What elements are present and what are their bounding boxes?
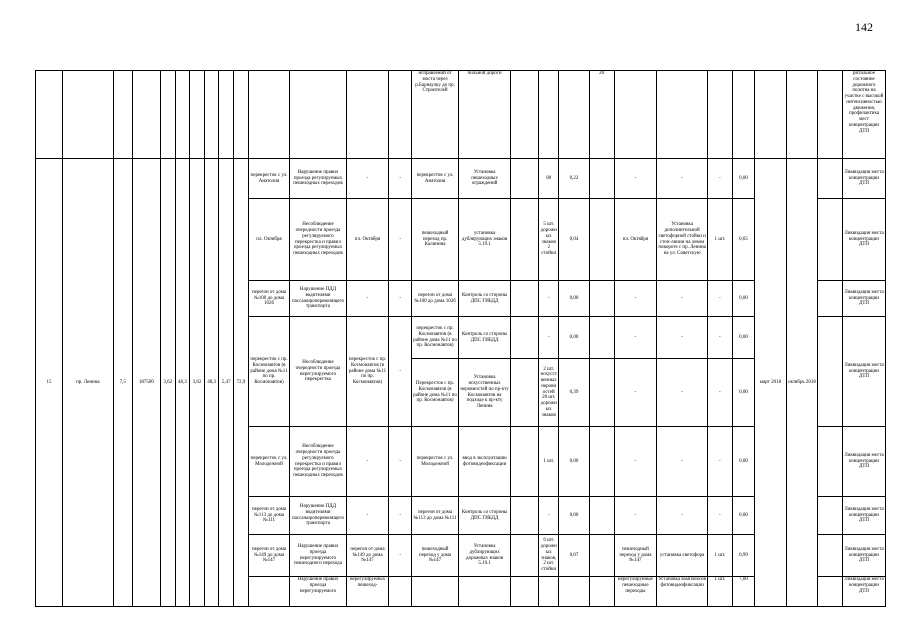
- cell-dash: -: [389, 497, 412, 535]
- cell-qty: 1 шт.: [707, 535, 732, 577]
- cell-measure: [459, 577, 511, 607]
- cell-eff: 0,39: [559, 359, 589, 427]
- cell-result: Ликвидация места концентрации ДТП: [843, 427, 886, 497]
- cell-value: 48,3: [204, 159, 219, 607]
- cell-violation: Несоблюдение очередности проезда нерегулируемого перекрестка: [290, 317, 346, 427]
- cell-measure-place: перекресток с ул. Молодежной: [411, 427, 458, 497]
- cell-eff: 0,65: [732, 199, 755, 281]
- cell-dash: [389, 577, 412, 607]
- cell-length: 7,5: [113, 159, 132, 607]
- cell-location: исправлений от моста через р.Барнаулку до пр. Строителей: [411, 71, 458, 159]
- cell-place: перекресток с пр. Космонавтов (в районе дома №11 по пр. Космонавтов): [346, 317, 389, 427]
- cell-dash: -: [389, 535, 412, 577]
- cell-eff: 0,00: [559, 497, 589, 535]
- cell-place: -: [614, 427, 657, 497]
- cell-qty: -: [707, 497, 732, 535]
- cell-place: -: [614, 281, 657, 317]
- cell-qty: 1 шт.: [707, 577, 732, 607]
- cell-place: перегон от дома №113 до дома №111: [248, 497, 290, 535]
- cell-measure: Контроль со стороны ДПС ГИБДД: [459, 317, 511, 359]
- cell-eff: 0,00: [559, 427, 589, 497]
- cell-value: 3,62: [160, 159, 175, 607]
- cell-eff: 0,00: [732, 159, 755, 199]
- cell-eff: 0,00: [559, 317, 589, 359]
- cell-qty: [539, 577, 559, 607]
- cell-qty: 80: [539, 159, 559, 199]
- cell-start-date: март 2018: [755, 159, 787, 607]
- cell-measure-place: пешеходный переход у дома №147: [411, 535, 458, 577]
- cell-measure: -: [657, 159, 708, 199]
- cell-measure: Установка комплексов фотовидеофиксации: [657, 577, 708, 607]
- cell-eff: 0,22: [559, 159, 589, 199]
- cell-qty: 1 шт.: [539, 427, 559, 497]
- cell-violation: Нарушение правил проезда нерегулируемого: [290, 577, 346, 607]
- cell-text: бильной дороги: [459, 71, 511, 159]
- cell-place: перегон от дома №100 до дома 102б: [248, 281, 290, 317]
- cell-eff: [559, 577, 589, 607]
- cell-qty: 6 шт. дорожных знаков, 2 шт. стойки: [539, 535, 559, 577]
- cell-result: Ликвидация места концентрации ДТП: [843, 317, 886, 427]
- cell-place: нерегулируемые пешеходные переходы: [614, 577, 657, 607]
- cell-place: перекресток с ул. Молодежной: [248, 427, 290, 497]
- cell-measure-place: [411, 577, 458, 607]
- cell-value: 3,62: [190, 159, 205, 607]
- cell-measure: -: [657, 359, 708, 427]
- cell-result: Ликвидация места концентрации ДТП: [843, 199, 886, 281]
- cell-eff: 0,00: [732, 359, 755, 427]
- cell-qty: -: [707, 159, 732, 199]
- cell-measure: установка светофора: [657, 535, 708, 577]
- cell-dash: -: [389, 281, 412, 317]
- cell-measure: Контроль со стороны ДПС ГИБДД: [459, 497, 511, 535]
- cell-place: перегон от дома №149 до дома №147: [346, 535, 389, 577]
- cell-result: Ликвидация места концентрации ДТП: [843, 577, 886, 607]
- cell-violation: Нарушение правил проезда нерегулируемого пешеходного перехода: [290, 535, 346, 577]
- cell-measure: Установка дополнительной светофорной стойки и стоп-линии на левом повороте с пр. Ленина на ул. Советскую: [657, 199, 708, 281]
- cell-measure-place: пешеходный переход пр. Калинина: [411, 199, 458, 281]
- cell-place: нерегулируемых пешеход-: [346, 577, 389, 607]
- cell-qty: 2 шт. искусственных неровностей 20 шт. дорожных знаков: [539, 359, 559, 427]
- cell-value: 72,9: [234, 159, 249, 607]
- cell-measure: -: [657, 427, 708, 497]
- cell-violation: Нарушение ПДД водителями пассажироперевозящего транспорта: [290, 281, 346, 317]
- cell-eff: 0,00: [732, 497, 755, 535]
- cell-measure-place: перекресток с ул. Анатолия: [411, 159, 458, 199]
- cell-value: 48,3: [175, 159, 190, 607]
- cell-eff: 7,00: [732, 577, 755, 607]
- cell-place: -: [614, 317, 657, 359]
- cell-measure-place: Перекресток с пр. Космонавтов (в районе дома №11 по пр. Космонавтов): [411, 359, 458, 427]
- cell-place: [248, 577, 290, 607]
- cell-qty: 1 шт.: [707, 199, 732, 281]
- cell-violation: Нарушение ПДД водителями пассажироперевозящего транспорта: [290, 497, 346, 535]
- cell-eff: 0,00: [732, 317, 755, 359]
- cell-qty: -: [707, 317, 732, 359]
- cell-result: Ликвидация места концентрации ДТП: [843, 159, 886, 199]
- cell-aadt: 187500: [132, 159, 160, 607]
- cell-result: ритальное состояние дорожного полотна на участке с высокой интенсивностью движения, профилактика мест концентрации ДТП: [843, 71, 886, 159]
- cell-place: -: [346, 159, 389, 199]
- table-row: [36, 71, 886, 159]
- cell-violation: Несоблюдение очередности проезда регулируемого перекрестка и правил проезда регулируемых пешеходных переходов: [290, 199, 346, 281]
- cell-dash: -: [389, 317, 412, 427]
- cell-place: -: [346, 497, 389, 535]
- cell-eff: 0,04: [559, 199, 589, 281]
- cell-dash: -: [389, 199, 412, 281]
- cell-value: 5,47: [219, 159, 234, 607]
- cell-place: перекресток с ул. Анатолия: [248, 159, 290, 199]
- cell-qty: -: [539, 281, 559, 317]
- cell-eff: 0,00: [732, 281, 755, 317]
- cell-place: -: [346, 281, 389, 317]
- cell-measure: -: [657, 281, 708, 317]
- cell-result: Ликвидация места концентрации ДТП: [843, 281, 886, 317]
- cell-street: пр. Ленина: [63, 159, 114, 607]
- cell-measure: Установка пешеходных ограждений: [459, 159, 511, 199]
- cell-place: -: [614, 497, 657, 535]
- page-number: 142: [855, 20, 873, 34]
- cell-eff: 0,99: [732, 535, 755, 577]
- cell-result: Ликвидация места концентрации ДТП: [843, 535, 886, 577]
- cell-qty: 5 шт. дорожных знаков 2 стойки: [539, 199, 559, 281]
- cell-number: 20: [589, 71, 614, 159]
- cell-measure: ввод в эксплуатацию фотовидеофиксации: [459, 427, 511, 497]
- cell-measure: установка дублирующих знаков 5.19.1: [459, 199, 511, 281]
- cell-place: пешеходный переход у дома №147: [614, 535, 657, 577]
- cell-measure-place: перекресток с пр. Космонавтов (в районе дома №11 по пр. Космонавтов): [411, 317, 458, 359]
- cell-qty: -: [707, 281, 732, 317]
- cell-result: Ликвидация места концентрации ДТП: [843, 497, 886, 535]
- cell-qty: -: [539, 317, 559, 359]
- cell-end-date: октябрь 2018: [786, 159, 818, 607]
- cell-violation: Нарушение правил проезда регулируемых пешеходных переходов: [290, 159, 346, 199]
- cell-measure: Установка дублирующих дорожных знаков 5.19.1: [459, 535, 511, 577]
- cell-place: перегон от дома №149 до дома №147: [248, 535, 290, 577]
- cell-place: пл. Октября: [248, 199, 290, 281]
- cell-qty: -: [539, 497, 559, 535]
- cell-place: -: [346, 427, 389, 497]
- cell-qty: -: [707, 427, 732, 497]
- cell-dash: -: [389, 427, 412, 497]
- cell-eff: 0,00: [732, 427, 755, 497]
- cell-dash: -: [389, 159, 412, 199]
- cell-place: пл. Октября: [346, 199, 389, 281]
- cell-place: перекресток с пр. Космонавтов (в районе дома №11 по пр. Космонавтов): [248, 317, 290, 427]
- cell-measure-place: перегон от дома №100 до дома 102б: [411, 281, 458, 317]
- cell-violation: Несоблюдение очередности проезда регулируемого перекрестка и правил проезда регулируемых пешеходных переходов: [290, 427, 346, 497]
- data-table: [35, 70, 886, 607]
- cell-measure: Контроль со стороны ДПС ГИБДД: [459, 281, 511, 317]
- cell-no: 15: [36, 159, 63, 607]
- cell-place: -: [614, 159, 657, 199]
- cell-place: -: [614, 359, 657, 427]
- cell-measure: -: [657, 317, 708, 359]
- cell-eff: 0,00: [559, 281, 589, 317]
- cell-place: пл. Октября: [614, 199, 657, 281]
- cell-qty: -: [707, 359, 732, 427]
- table-row: [36, 159, 886, 199]
- cell-measure: Установка искусственных неровностей по пр-кту Космонавтов на подходе к пр-кту Ленина: [459, 359, 511, 427]
- cell-measure: -: [657, 497, 708, 535]
- cell-measure-place: перегон от дома №113 до дома №111: [411, 497, 458, 535]
- cell-eff: 0,07: [559, 535, 589, 577]
